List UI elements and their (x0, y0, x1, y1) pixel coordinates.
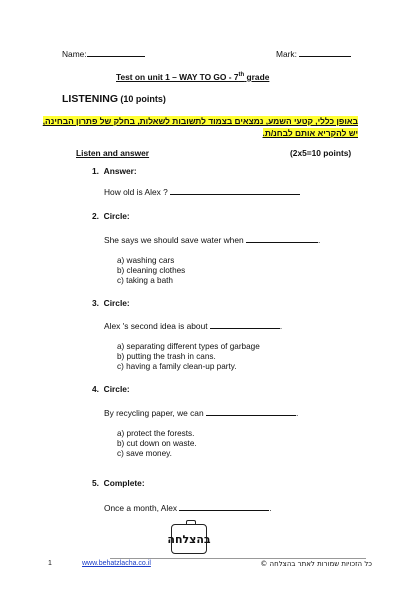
question-5-heading: 5. Complete: (92, 478, 145, 488)
question-3-prompt: Alex 's second idea is about . (104, 321, 283, 331)
question-4-option-b[interactable]: b) cut down on waste. (117, 439, 197, 448)
behatzlacha-logo: בהצלחה (171, 524, 207, 554)
name-label: Name: (62, 48, 145, 59)
hebrew-instructions: באופן כללי, קטעי השמע, נמצאים בצמוד לתשובות לשאלות, בחלק של פתרון הבחינה, יש להקריא אותם לבחנ/ת. (42, 116, 358, 138)
question-2-answer-field[interactable] (246, 234, 318, 243)
question-5-prompt: Once a month, Alex . (104, 503, 272, 513)
test-title: Test on unit 1 – WAY TO GO - 7th grade (116, 72, 270, 82)
question-3-option-a[interactable]: a) separating different types of garbage (117, 342, 260, 351)
question-1-answer-field[interactable] (170, 186, 300, 195)
question-1-heading: 1. Answer: (92, 166, 137, 176)
question-3-heading: 3. Circle: (92, 298, 130, 308)
question-2-heading: 2. Circle: (92, 211, 130, 221)
copyright-notice: כל הזכויות שמורות לאתר בהצלחה © (260, 560, 372, 568)
question-4-option-c[interactable]: c) save money. (117, 449, 172, 458)
page-number: 1 (48, 560, 52, 567)
question-2-option-a[interactable]: a) washing cars (117, 256, 175, 265)
question-4-heading: 4. Circle: (92, 384, 130, 394)
question-3-option-c[interactable]: c) having a family clean-up party. (117, 362, 237, 371)
question-2-option-c[interactable]: c) taking a bath (117, 276, 173, 285)
question-4-prompt: By recycling paper, we can . (104, 408, 299, 418)
question-3-answer-field[interactable] (210, 320, 280, 329)
question-3-option-b[interactable]: b) putting the trash in cans. (117, 352, 216, 361)
section-heading: LISTENING (10 points) (62, 93, 166, 105)
website-link[interactable]: www.behatzlacha.co.il (82, 560, 151, 567)
question-5-answer-field[interactable] (179, 502, 269, 511)
question-2-prompt: She says we should save water when . (104, 235, 321, 245)
mark-label: Mark: (276, 48, 351, 59)
question-4-option-a[interactable]: a) protect the forests. (117, 429, 195, 438)
task-label: Listen and answer (76, 148, 150, 158)
question-4-answer-field[interactable] (206, 407, 296, 416)
mark-field[interactable] (299, 48, 351, 57)
footer-divider (110, 558, 366, 559)
question-2-option-b[interactable]: b) cleaning clothes (117, 266, 186, 275)
name-field[interactable] (87, 48, 145, 57)
task-points: (2x5=10 points) (290, 148, 352, 158)
question-1-prompt: How old is Alex ? (104, 186, 300, 197)
